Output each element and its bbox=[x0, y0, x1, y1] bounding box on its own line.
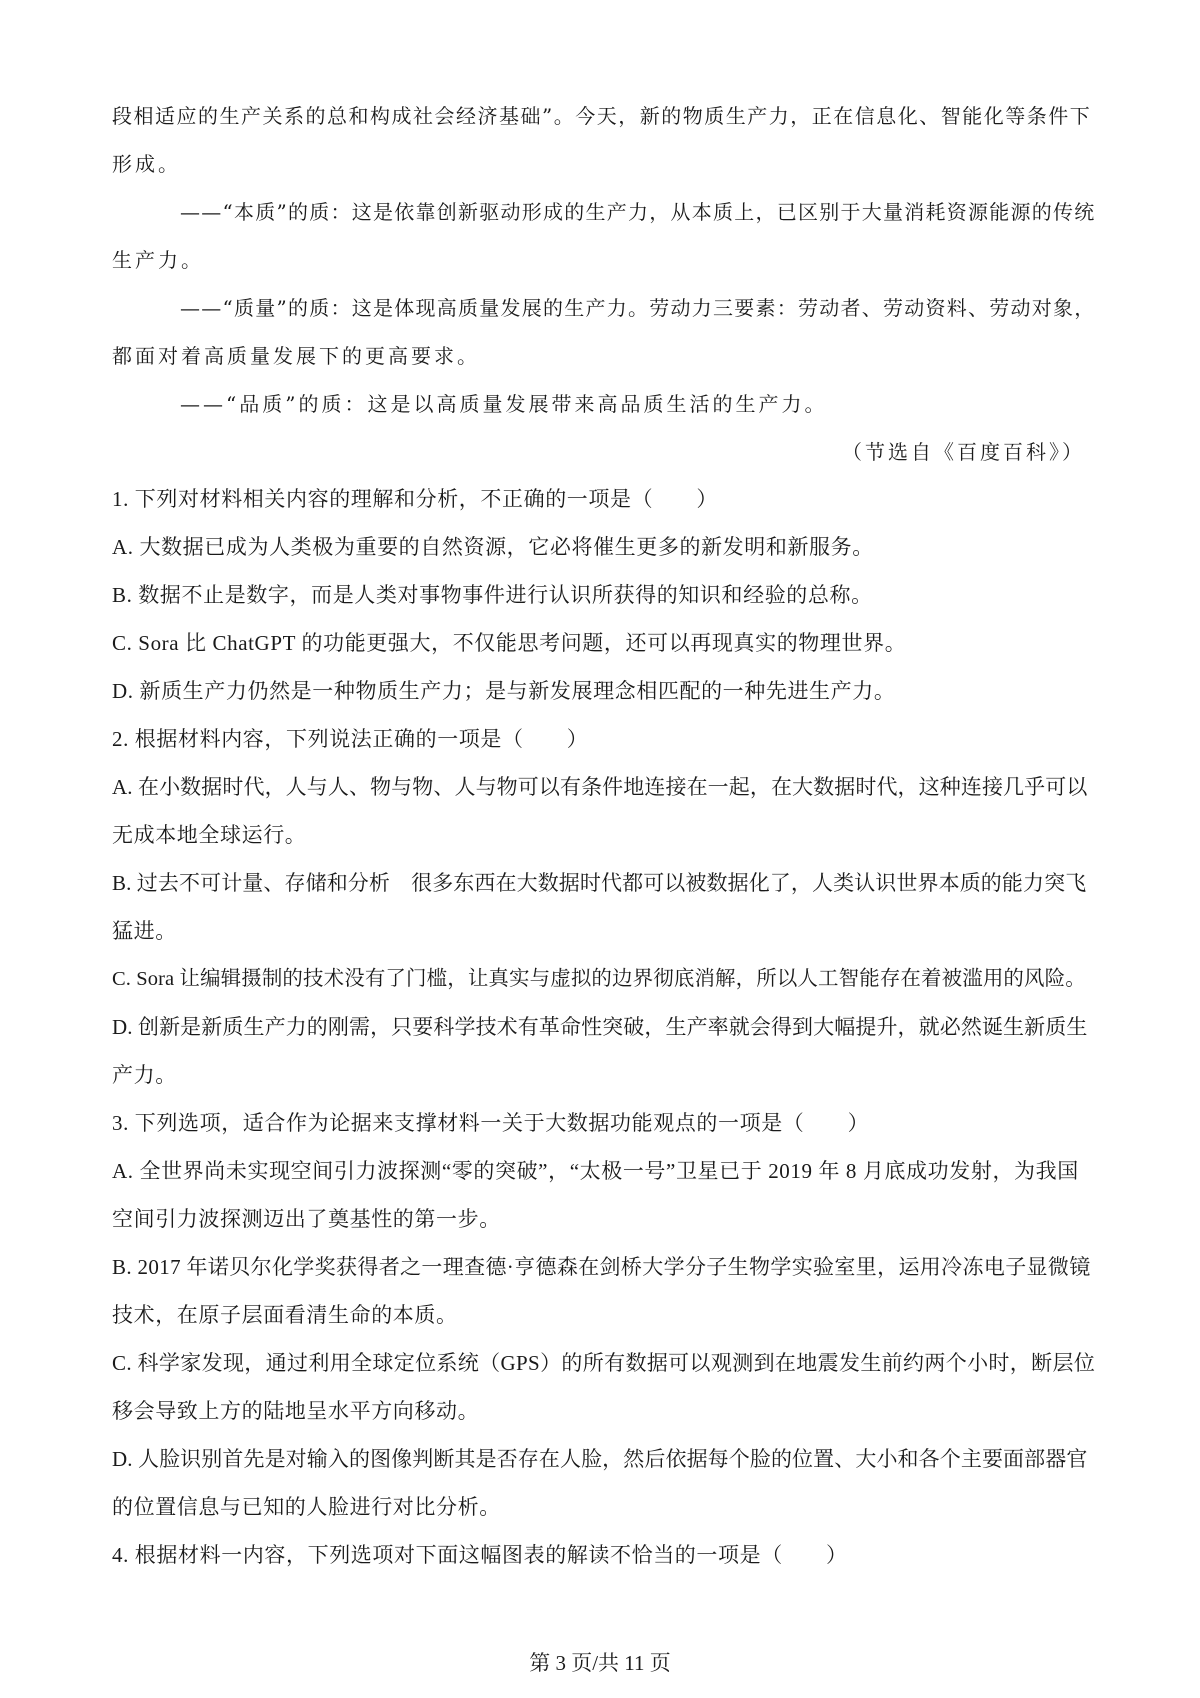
answer-option-continuation: 猛进。 bbox=[112, 919, 177, 943]
page-number-footer: 第 3 页/共 11 页 bbox=[529, 1651, 671, 1675]
source-citation: （节选自《百度百科》） bbox=[842, 440, 1085, 464]
passage-line: ——“品质”的质：这是以高质量发展带来高品质生活的生产力。 bbox=[180, 392, 828, 416]
answer-option-continuation: 的位置信息与已知的人脸进行对比分析。 bbox=[112, 1495, 501, 1519]
answer-option: C. Sora 让编辑摄制的技术没有了门槛，让真实与虚拟的边界彻底消解，所以人工智能存在着被滥用的风险。 bbox=[112, 968, 1086, 990]
question-stem: 2. 根据材料内容，下列说法正确的一项是（ ） bbox=[112, 727, 589, 751]
answer-option: D. 创新是新质生产力的刚需，只要科学技术有革命性突破，生产率就会得到大幅提升，就必然诞生新质生 bbox=[112, 1015, 1088, 1039]
answer-option: C. 科学家发现，通过利用全球定位系统（GPS）的所有数据可以观测到在地震发生前约两个小时，断层位 bbox=[112, 1351, 1096, 1375]
passage-line: 段相适应的生产关系的总和构成社会经济基础”。今天，新的物质生产力，正在信息化、智能化等条件下 bbox=[112, 104, 1092, 128]
passage-line: 生产力。 bbox=[112, 248, 204, 272]
answer-option: B. 2017 年诺贝尔化学奖获得者之一理查德·亨德森在剑桥大学分子生物学实验室里，运用冷冻电子显微镜 bbox=[112, 1255, 1091, 1279]
answer-option: B. 过去不可计量、存储和分析 很多东西在大数据时代都可以被数据化了，人类认识世界本质的能力突飞 bbox=[112, 871, 1087, 895]
passage-line: 都面对着高质量发展下的更高要求。 bbox=[112, 344, 480, 368]
question-stem: 1. 下列对材料相关内容的理解和分析，不正确的一项是（ ） bbox=[112, 487, 718, 511]
answer-option: A. 全世界尚未实现空间引力波探测“零的突破”，“太极一号”卫星已于 2019 年 8 月底成功发射，为我国 bbox=[112, 1159, 1079, 1183]
answer-option: A. 大数据已成为人类极为重要的自然资源，它必将催生更多的新发明和新服务。 bbox=[112, 535, 874, 559]
answer-option: D. 新质生产力仍然是一种物质生产力；是与新发展理念相匹配的一种先进生产力。 bbox=[112, 679, 896, 703]
passage-line: 形成。 bbox=[112, 152, 181, 176]
answer-option-continuation: 移会导致上方的陆地呈水平方向移动。 bbox=[112, 1399, 480, 1423]
answer-option-continuation: 无成本地全球运行。 bbox=[112, 823, 307, 847]
question-list bbox=[112, 475, 1097, 1579]
question-stem: 3. 下列选项，适合作为论据来支撑材料一关于大数据功能观点的一项是（ ） bbox=[112, 1111, 870, 1135]
passage-line: ——“质量”的质：这是体现高质量发展的生产力。劳动力三要素：劳动者、劳动资料、劳动对象， bbox=[180, 296, 1096, 320]
answer-option: B. 数据不止是数字，而是人类对事物事件进行认识所获得的知识和经验的总称。 bbox=[112, 583, 873, 607]
answer-option: A. 在小数据时代，人与人、物与物、人与物可以有条件地连接在一起，在大数据时代，这种连接几乎可以 bbox=[112, 775, 1088, 799]
answer-option-continuation: 技术，在原子层面看清生命的本质。 bbox=[112, 1303, 458, 1327]
passage-line: ——“本质”的质：这是依靠创新驱动形成的生产力，从本质上，已区别于大量消耗资源能源的传统 bbox=[180, 200, 1096, 224]
answer-option: C. Sora 比 ChatGPT 的功能更强大，不仅能思考问题，还可以再现真实的物理世界。 bbox=[112, 631, 907, 655]
answer-option: D. 人脸识别首先是对输入的图像判断其是否存在人脸，然后依据每个脸的位置、大小和各个主要面部器官 bbox=[112, 1447, 1088, 1471]
passage-text bbox=[112, 92, 1097, 428]
answer-option-continuation: 空间引力波探测迈出了奠基性的第一步。 bbox=[112, 1207, 501, 1231]
question-stem: 4. 根据材料一内容，下列选项对下面这幅图表的解读不恰当的一项是（ ） bbox=[112, 1543, 848, 1567]
answer-option-continuation: 产力。 bbox=[112, 1063, 177, 1087]
